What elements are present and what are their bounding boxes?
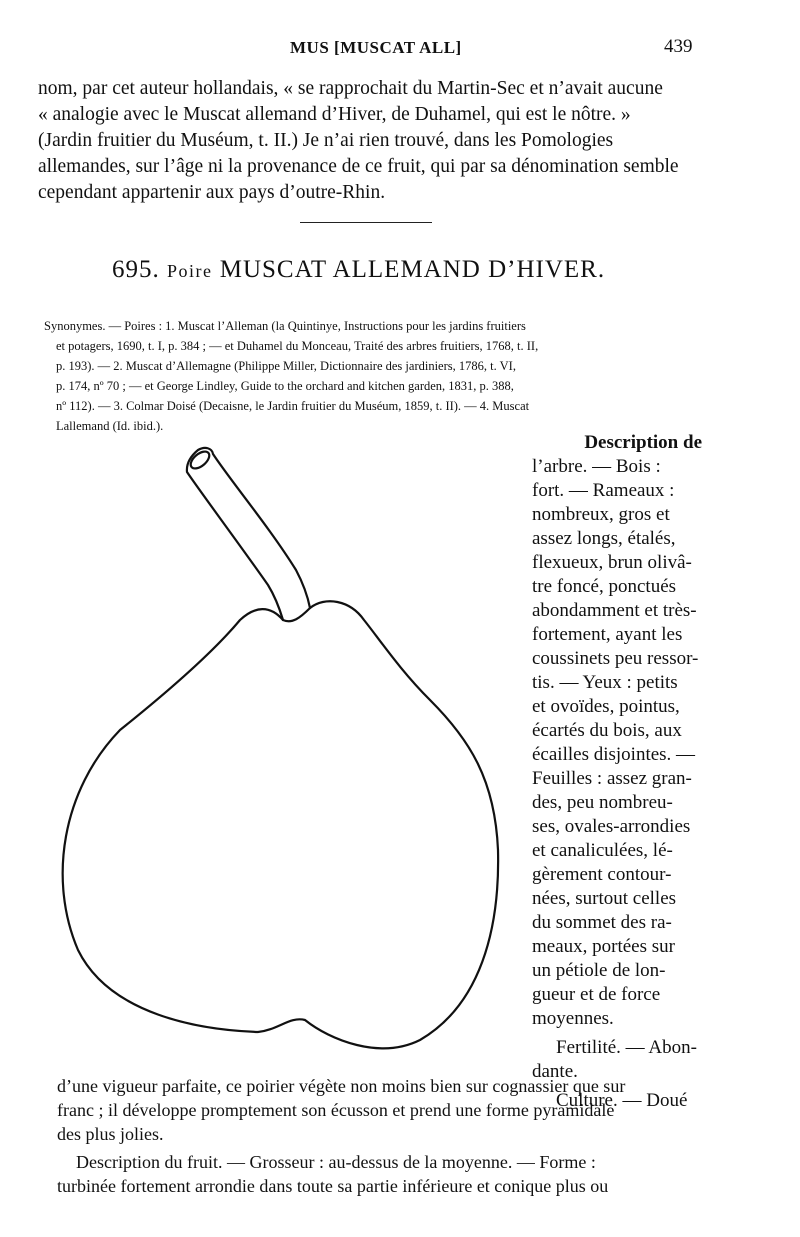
section-divider	[300, 222, 432, 223]
tree-desc-line: et ovoïdes, pointus,	[532, 696, 680, 717]
tree-desc-line: nombreux, gros et	[532, 504, 670, 525]
page-number: 439	[664, 36, 693, 57]
fertility-line: dante.	[532, 1061, 578, 1082]
intro-line: « analogie avec le Muscat allemand d’Hiver, de Duhamel, qui est le nôtre. »	[38, 104, 631, 125]
synonym-line: p. 174, nº 70 ; — et George Lindley, Guide to the orchard and kitchen garden, 1831, p. 388,	[56, 379, 514, 393]
pear-stalk	[187, 448, 310, 620]
tree-desc-line: et canaliculées, lé-	[532, 840, 673, 861]
culture-start: Culture. — Doué	[556, 1090, 688, 1111]
tree-desc-line: tis. — Yeux : petits	[532, 672, 678, 693]
running-head: MUS [MUSCAT ALL]	[290, 38, 462, 57]
tree-desc-line: assez longs, étalés,	[532, 528, 676, 549]
stalk-end	[188, 448, 213, 471]
entry-name: MUSCAT ALLEMAND D’HIVER.	[219, 256, 606, 283]
tree-desc-line: fortement, ayant les	[532, 624, 683, 645]
pear-body	[63, 601, 498, 1048]
culture-line: d’une vigueur parfaite, ce poirier végète non moins bien sur cognassier que sur	[57, 1076, 626, 1096]
culture-line: des plus jolies.	[57, 1124, 164, 1144]
intro-line: (Jardin fruitier du Muséum, t. II.) Je n’ai rien trouvé, dans les Pomologies	[38, 130, 614, 151]
pear-illustration	[40, 440, 510, 1060]
tree-desc-line: l’arbre. — Bois :	[532, 456, 661, 477]
synonym-line: et potagers, 1690, t. I, p. 384 ; — et Duhamel du Monceau, Traité des arbres fruitiers, 1768, t. II,	[56, 339, 539, 353]
entry-kind: Poire	[167, 261, 213, 281]
synonym-line: Synonymes. — Poires : 1. Muscat l’Alleman (la Quintinye, Instructions pour les jardins fruitiers	[44, 319, 526, 333]
tree-desc-line: moyennes.	[532, 1008, 614, 1029]
entry-number: 695.	[112, 256, 160, 283]
culture-line: franc ; il développe promptement son écusson et prend une forme pyramidale	[57, 1100, 615, 1120]
tree-desc-line: un pétiole de lon-	[532, 960, 666, 981]
tree-desc-line: écartés du bois, aux	[532, 720, 682, 741]
tree-desc-line: flexueux, brun olivâ-	[532, 552, 692, 573]
tree-desc-line: abondamment et très-	[532, 600, 697, 621]
tree-desc-line: fort. — Rameaux :	[532, 480, 675, 501]
intro-line: nom, par cet auteur hollandais, « se rapprochait du Martin-Sec et n’avait aucune	[38, 78, 663, 99]
synonym-line: Lallemand (Id. ibid.).	[56, 419, 164, 433]
tree-desc-line: nées, surtout celles	[532, 888, 677, 909]
synonym-line: nº 112). — 3. Colmar Doisé (Decaisne, le Jardin fruitier du Muséum, 1859, t. II). — 4. Muscat	[56, 399, 530, 413]
tree-desc-line: gèrement contour-	[532, 864, 672, 885]
fertility-line: Fertilité. — Abon-	[556, 1037, 697, 1058]
intro-line: allemandes, sur l’âge ni la provenance de ce fruit, qui par sa dénomination semble	[38, 156, 679, 177]
tree-desc-line: des, peu nombreu-	[532, 792, 673, 813]
tree-desc-line: écailles disjointes. —	[532, 744, 696, 765]
tree-desc-line: tre foncé, ponctués	[532, 576, 677, 597]
intro-line: cependant appartenir aux pays d’outre-Rhin.	[38, 182, 386, 203]
synonym-line: p. 193). — 2. Muscat d’Allemagne (Philippe Miller, Dictionnaire des jardiniers, 1786, t. VI,	[56, 359, 516, 373]
tree-desc-line: du sommet des ra-	[532, 912, 672, 933]
tree-desc-line: gueur et de force	[532, 984, 661, 1005]
tree-desc-line: Feuilles : assez gran-	[532, 768, 692, 789]
tree-desc-line: Description de	[584, 432, 702, 453]
entry-title	[112, 256, 605, 284]
tree-desc-line: ses, ovales-arrondies	[532, 816, 691, 837]
fruit-desc-line: turbinée fortement arrondie dans toute sa partie inférieure et conique plus ou	[57, 1176, 609, 1196]
fruit-desc-line: Description du fruit. — Grosseur : au-dessus de la moyenne. — Forme :	[76, 1152, 596, 1172]
tree-desc-line: coussinets peu ressor-	[532, 648, 699, 669]
tree-desc-line: meaux, portées sur	[532, 936, 675, 957]
